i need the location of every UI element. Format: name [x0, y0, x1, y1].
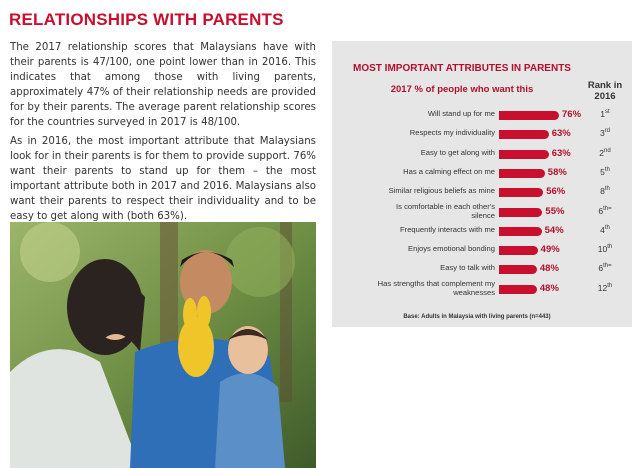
bar	[499, 265, 537, 274]
chart-row	[332, 244, 632, 262]
chart-subtitle: 2017 % of people who want this	[390, 84, 534, 95]
page-title: RELATIONSHIPS WITH PARENTS	[9, 10, 284, 29]
bar	[499, 246, 538, 255]
bar-label: Respects my individuality	[409, 128, 495, 138]
bar-label: Easy to talk with	[440, 263, 495, 273]
chart-row	[332, 201, 632, 224]
rank-number: 2	[599, 147, 605, 158]
rank-2016	[587, 244, 623, 254]
bar-label: Enjoys emotional bonding	[408, 244, 495, 254]
bar	[499, 150, 549, 159]
chart-row	[332, 225, 632, 243]
rank-suffix: rd	[604, 128, 611, 135]
rank-number: 12	[597, 282, 608, 293]
base-note: Base: Adults in Malaysia with living parents (n=443)	[403, 314, 551, 320]
bar-value-label: 58%	[547, 166, 567, 178]
bar-value-label: 48%	[539, 282, 559, 294]
rank-2016	[587, 206, 623, 216]
rank-2016	[587, 186, 623, 196]
rank-suffix: th=	[603, 205, 612, 212]
rank-suffix: th	[604, 167, 610, 174]
rank-2016	[587, 148, 623, 158]
bar-label: Will stand up for me	[427, 109, 495, 118]
rank-number: 5	[600, 166, 605, 177]
family-illustration	[10, 222, 316, 468]
bar-label: Easy to get along with	[420, 147, 495, 157]
rank-2016	[587, 283, 623, 293]
bar-label: Frequently interacts with me	[400, 224, 495, 234]
bar-label: Has strengths that complement my weaknesses	[377, 278, 495, 297]
intro-paragraph: The 2017 relationship scores that Malaysians have with their parents is 47/100, one point lower than in 2016. This indicates that among those with living parents, approximately 47% of their relationship needs are provided for by their parents. The average parent relationship scores for the countries surveyed in 2017 is 48/100.	[10, 42, 316, 129]
rank-suffix: th	[604, 224, 610, 231]
chart-row	[332, 167, 632, 185]
bar	[499, 169, 545, 178]
bar-value-label: 56%	[546, 186, 566, 198]
rank-number: 8	[600, 186, 605, 197]
rank-number: 6	[598, 263, 604, 274]
family-photo	[10, 222, 316, 468]
bar-value-label: 63%	[551, 147, 571, 159]
bar-value-label: 55%	[545, 205, 565, 217]
bar-label: Similar religious beliefs as mine	[388, 186, 495, 196]
rank-2016	[587, 225, 623, 235]
bar-value-label: 48%	[539, 263, 559, 275]
chart-row	[332, 148, 632, 166]
rank-2016	[587, 167, 623, 177]
bar	[499, 285, 537, 294]
bar-value-label: 54%	[544, 224, 564, 236]
bar-label: Has a calming effect on me	[403, 166, 495, 176]
rank-number: 1	[600, 109, 606, 119]
attributes-paragraph: As in 2016, the most important attribute that Malaysians look for in their parents is for them to provide support. 76% want their parents to stand up for them – the most important attribute both in 2017 and 2016. Malaysians also want their parents to respect their individuality and to be easy to get along with (both 63%).	[10, 136, 316, 223]
rank-2016	[587, 109, 623, 119]
rank-number: 3	[599, 128, 605, 139]
bar	[499, 208, 542, 217]
bar-value-label: 63%	[551, 128, 571, 140]
chart-row	[332, 128, 632, 146]
chart-row	[332, 109, 632, 127]
rank-number: 6	[598, 205, 604, 216]
chart-row	[332, 278, 632, 301]
bar	[499, 227, 542, 236]
rank-suffix: th	[607, 282, 613, 289]
rank-suffix: th=	[603, 263, 612, 270]
rank-suffix: st	[605, 109, 610, 116]
bar	[499, 188, 543, 197]
rank-2016	[587, 128, 623, 138]
rank-header: Rank in 2016	[587, 80, 623, 102]
bar-label: Is comfortable in each other's silence	[396, 201, 495, 220]
rank-number: 10	[597, 244, 608, 255]
bar-value-label: 76%	[562, 109, 582, 120]
bar	[499, 130, 549, 139]
rank-suffix: th	[607, 244, 613, 251]
bar	[499, 111, 559, 120]
rank-number: 4	[600, 224, 605, 235]
rank-2016	[587, 263, 623, 273]
rank-suffix: nd	[604, 147, 611, 154]
attributes-chart-panel	[332, 41, 632, 327]
rank-suffix: th	[604, 186, 610, 193]
bar-value-label: 49%	[540, 244, 560, 256]
chart-title: MOST IMPORTANT ATTRIBUTES IN PARENTS	[353, 63, 571, 74]
